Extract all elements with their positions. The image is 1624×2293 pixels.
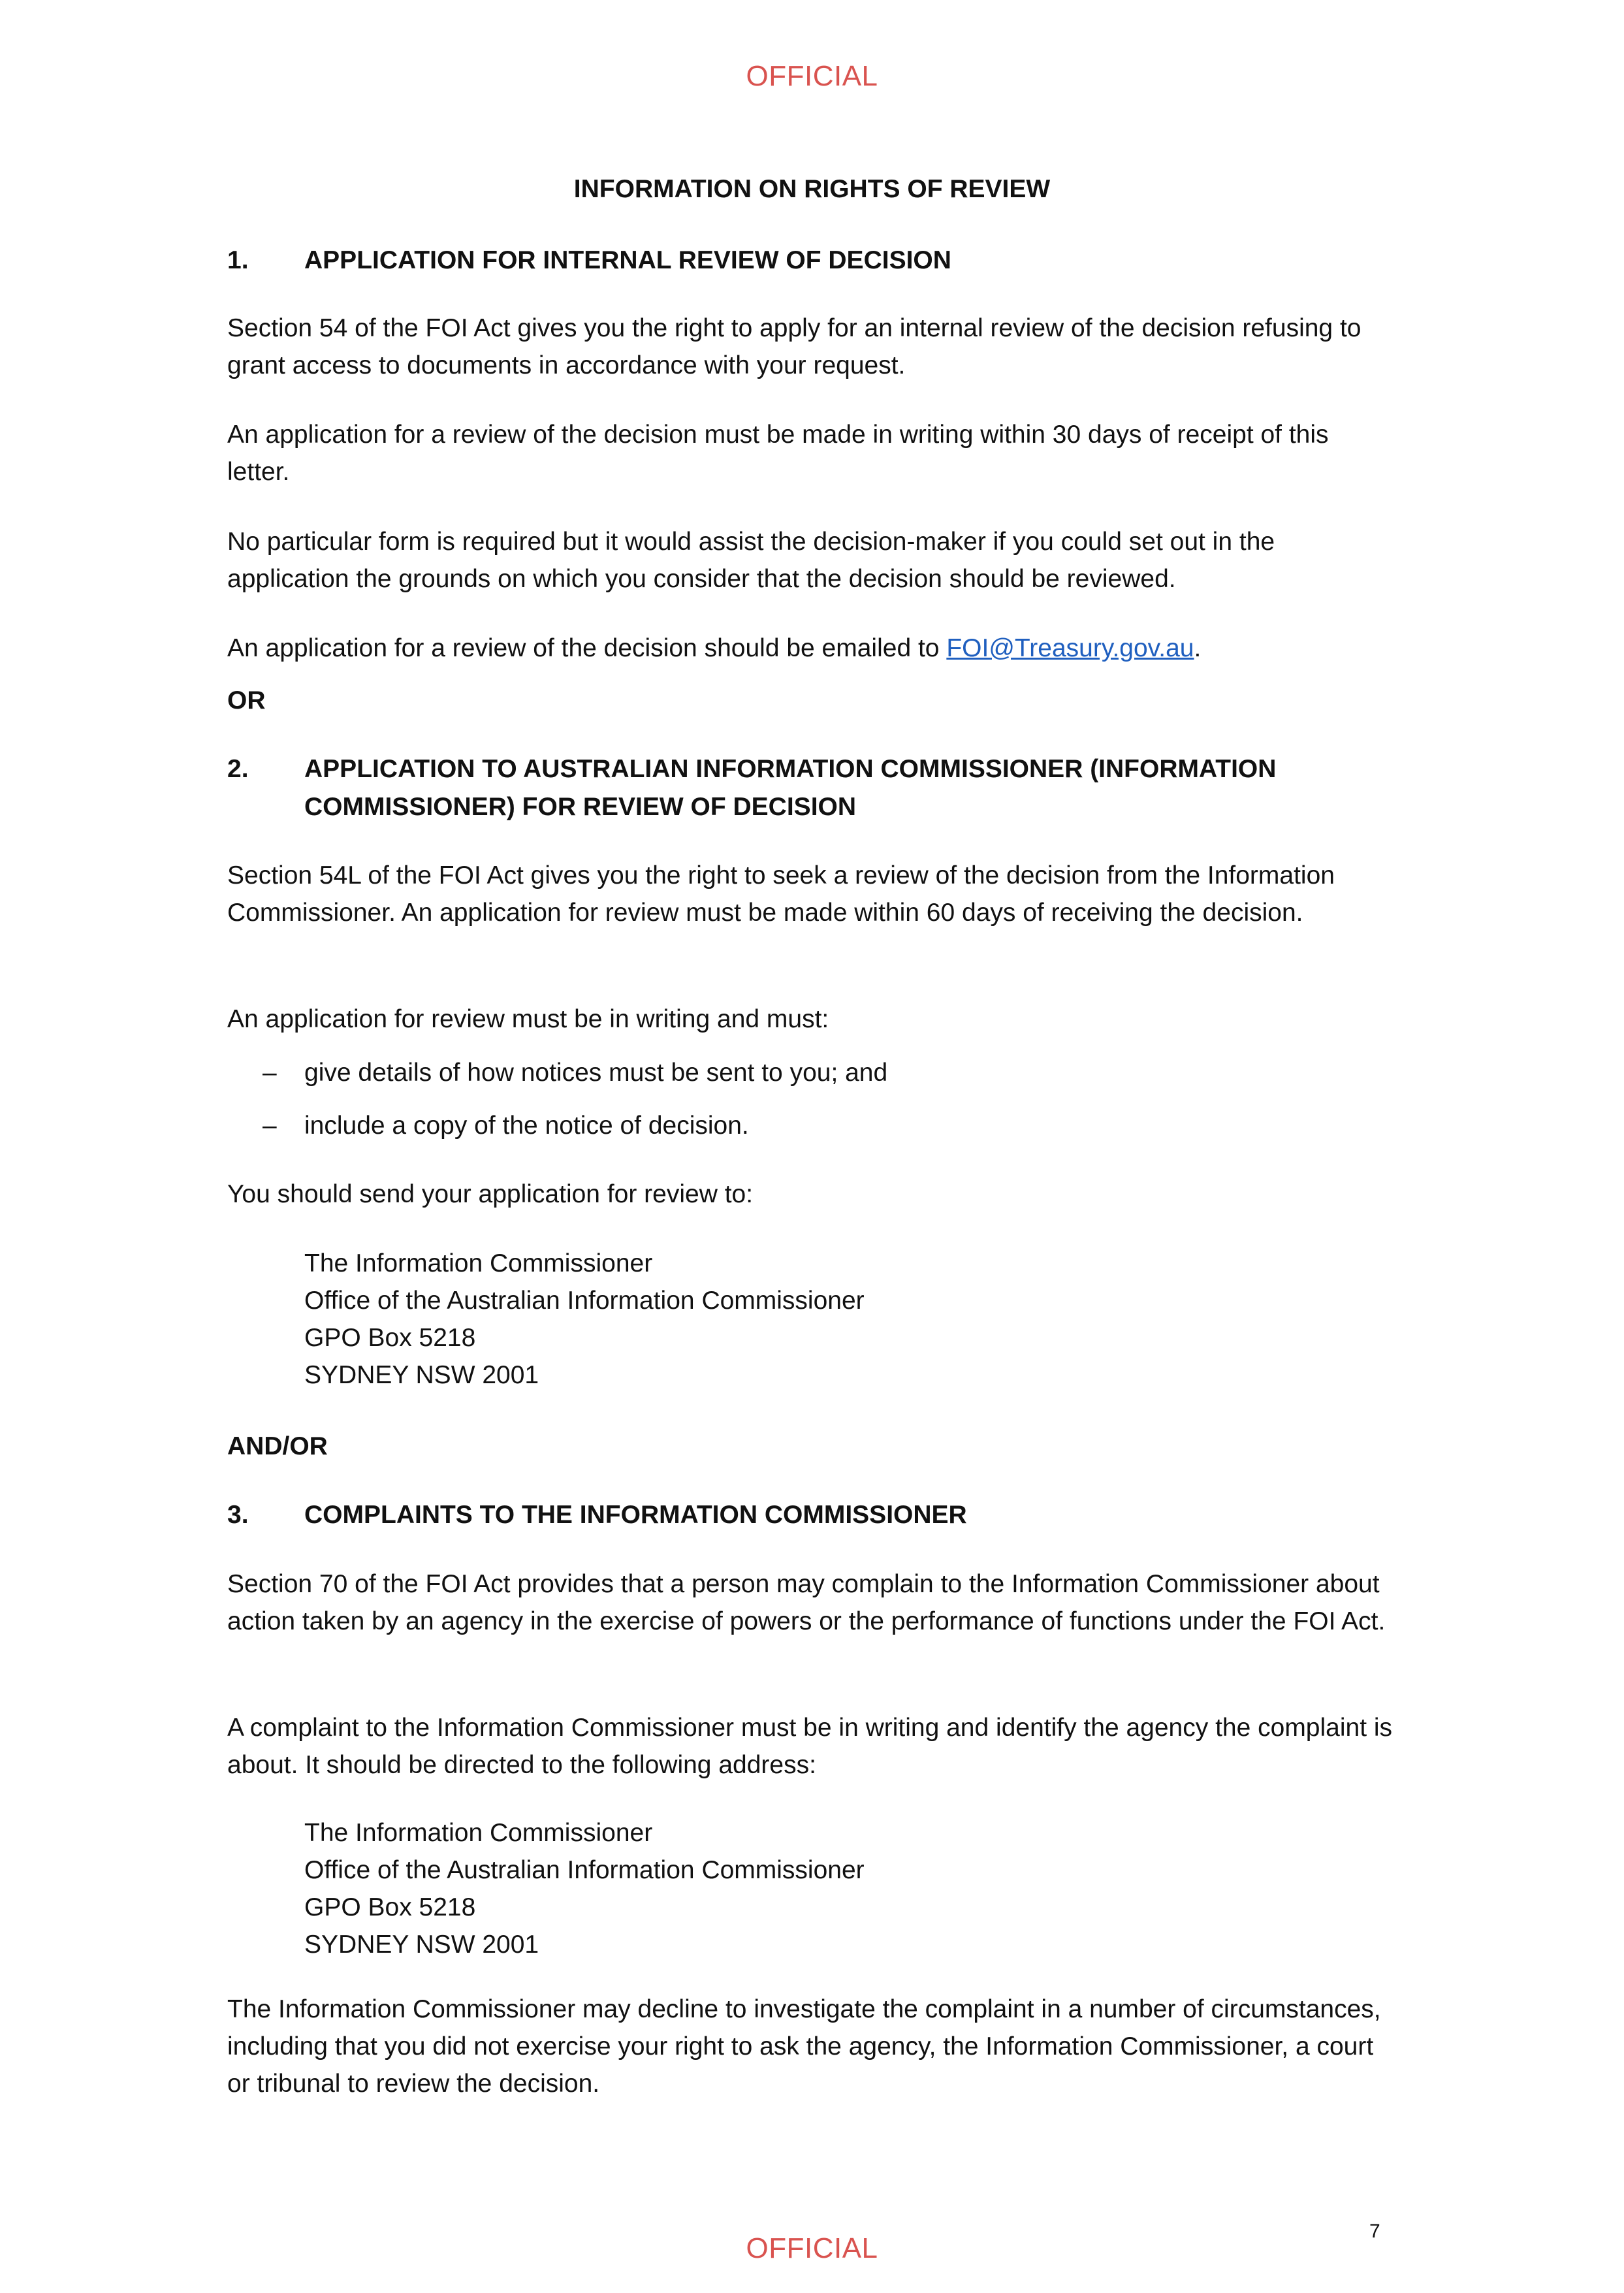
address-line: Office of the Australian Information Commissioner [304,1856,865,1884]
section-3-number: 3. [227,1501,249,1529]
section-3-paragraph-2: A complaint to the Information Commissioner must be in writing and identify the agency the complaint is about. It should be directed to the following address: [227,1714,1393,1779]
address-line: SYDNEY NSW 2001 [304,1361,539,1389]
email-instruction-text: An application for a review of the decision should be emailed to [227,634,947,662]
address-line: The Information Commissioner [304,1819,653,1847]
section-2-paragraph-1: Section 54L of the FOI Act gives you the right to seek a review of the decision from the Information Commissioner. An application for review must be made within 60 days of receiving the decision. [227,861,1335,927]
and-or-label: AND/OR [227,1432,328,1460]
section-1-paragraph-2: An application for a review of the decision must be made in writing within 30 days of receipt of this letter. [227,421,1329,486]
section-1-title: APPLICATION FOR INTERNAL REVIEW OF DECISION [304,246,951,274]
list-item-text: give details of how notices must be sent to you; and [304,1059,888,1087]
page-title: INFORMATION ON RIGHTS OF REVIEW [573,175,1051,203]
section-2-heading [227,750,1396,826]
security-marking-bottom: OFFICIAL [746,2232,878,2264]
address-line: GPO Box 5218 [304,1324,476,1352]
section-1-paragraph-3: No particular form is required but it would assist the decision-maker if you could set out in the application the grounds on which you consider that the decision should be reviewed. [227,528,1275,593]
section-1-paragraph-4 [227,630,1396,667]
security-marking-top: OFFICIAL [746,60,878,92]
email-instruction-period: . [1194,634,1202,662]
section-2-paragraph-3: You should send your application for review to: [227,1180,754,1208]
page-number: 7 [1369,2221,1380,2242]
address-line: GPO Box 5218 [304,1893,476,1921]
address-line: SYDNEY NSW 2001 [304,1931,539,1959]
foi-email-link[interactable]: FOI@Treasury.gov.au [946,634,1194,662]
section-1-paragraph-1: Section 54 of the FOI Act gives you the right to apply for an internal review of the decision refusing to grant access to documents in accordance with your request. [227,314,1361,379]
review-postal-address [304,1245,865,1394]
or-label: OR [227,686,266,714]
dash-bullet-icon: – [263,1112,277,1140]
section-2-paragraph-2: An application for review must be in writing and must: [227,1005,829,1033]
dash-bullet-icon: – [263,1059,277,1087]
complaint-postal-address [304,1814,865,1963]
section-2-title: APPLICATION TO AUSTRALIAN INFORMATION COMMISSIONER (INFORMATION COMMISSIONER) FOR REVIEW OF DECISION [304,755,1277,821]
address-line: Office of the Australian Information Commissioner [304,1287,865,1315]
section-3-title: COMPLAINTS TO THE INFORMATION COMMISSIONER [304,1501,967,1529]
section-1-number: 1. [227,246,249,274]
list-item-text: include a copy of the notice of decision. [304,1112,749,1140]
section-2-number: 2. [227,755,249,783]
section-3-paragraph-3: The Information Commissioner may decline to investigate the complaint in a number of circumstances, including that you did not exercise your right to ask the agency, the Information Commissioner, a court or tribunal to review the decision. [227,1995,1381,2098]
address-line: The Information Commissioner [304,1249,653,1277]
section-3-paragraph-1: Section 70 of the FOI Act provides that a person may complain to the Information Commissioner about action taken by an agency in the exercise of powers or the performance of functions under the FOI Act. [227,1570,1386,1635]
